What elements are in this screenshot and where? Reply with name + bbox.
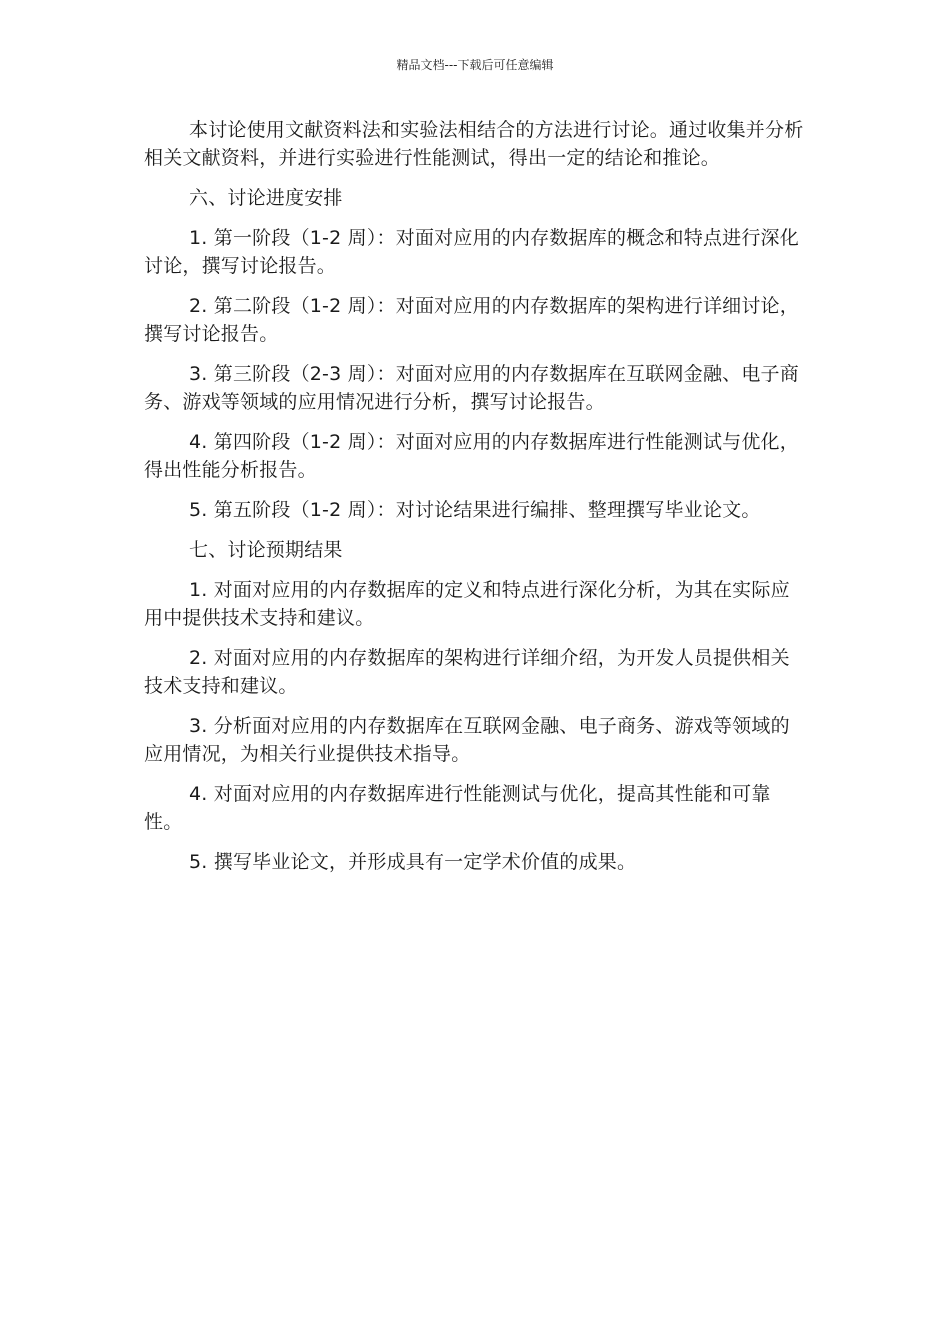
result-item-4: 4. 对面对应用的内存数据库进行性能测试与优化，提高其性能和可靠性。 bbox=[144, 783, 771, 833]
result-item-3: 3. 分析面对应用的内存数据库在互联网金融、电子商务、游戏等领域的应用情况，为相关行业提供技术指导。 bbox=[144, 715, 790, 765]
schedule-item-5: 5. 第五阶段（1-2 周）：对讨论结果进行编排、整理撰写毕业论文。 bbox=[189, 499, 761, 521]
section-heading-schedule: 六、讨论进度安排 bbox=[189, 187, 343, 209]
schedule-item-1: 1. 第一阶段（1-2 周）：对面对应用的内存数据库的概念和特点进行深化讨论，撰写讨论报告。 bbox=[144, 227, 799, 277]
schedule-item-2: 2. 第二阶段（1-2 周）：对面对应用的内存数据库的架构进行详细讨论，撰写讨论报告。 bbox=[144, 295, 799, 345]
result-item-5: 5. 撰写毕业论文，并形成具有一定学术价值的成果。 bbox=[189, 851, 637, 873]
page-header: 精品文档---下载后可任意编辑 bbox=[396, 58, 554, 72]
section-heading-results: 七、讨论预期结果 bbox=[189, 539, 343, 561]
schedule-item-4: 4. 第四阶段（1-2 周）：对面对应用的内存数据库进行性能测试与优化，得出性能分析报告。 bbox=[144, 431, 799, 481]
method-paragraph: 本讨论使用文献资料法和实验法相结合的方法进行讨论。通过收集并分析相关文献资料，并进行实验进行性能测试，得出一定的结论和推论。 bbox=[144, 119, 804, 169]
result-item-2: 2. 对面对应用的内存数据库的架构进行详细介绍，为开发人员提供相关技术支持和建议。 bbox=[144, 647, 790, 697]
result-item-1: 1. 对面对应用的内存数据库的定义和特点进行深化分析，为其在实际应用中提供技术支持和建议。 bbox=[144, 579, 790, 629]
schedule-item-3: 3. 第三阶段（2-3 周）：对面对应用的内存数据库在互联网金融、电子商务、游戏等领域的应用情况进行分析，撰写讨论报告。 bbox=[144, 363, 799, 413]
document-body bbox=[144, 116, 806, 888]
